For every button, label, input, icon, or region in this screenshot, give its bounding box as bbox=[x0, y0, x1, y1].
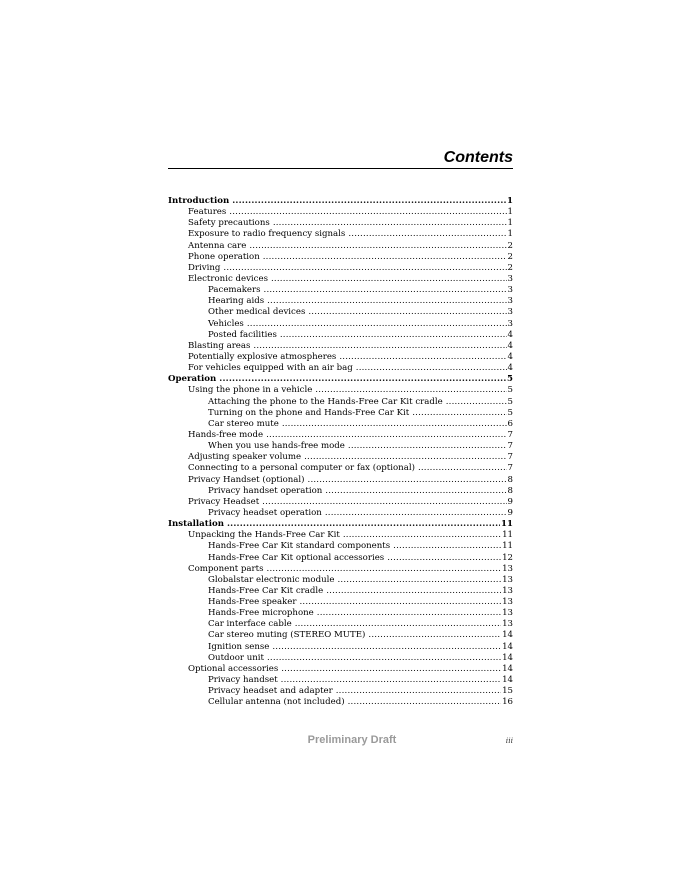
toc-entry-title: Hands-Free Car Kit cradle bbox=[208, 585, 324, 596]
toc-leader-dots bbox=[368, 630, 501, 641]
toc-entry-title: Optional accessories bbox=[188, 663, 279, 674]
toc-entry-page: 14 bbox=[502, 663, 513, 674]
toc-leader-dots bbox=[281, 675, 501, 686]
toc-leader-dots bbox=[249, 241, 506, 252]
toc-leader-dots bbox=[280, 330, 507, 341]
toc-leader-dots bbox=[308, 307, 506, 318]
toc-entry-title: Privacy headset operation bbox=[208, 507, 322, 518]
toc-entry-page: 4 bbox=[507, 363, 513, 374]
toc-leader-dots bbox=[262, 497, 506, 508]
toc-entry-title: Turning on the phone and Hands-Free Car Kit bbox=[208, 407, 410, 418]
toc-entry[interactable] bbox=[168, 686, 513, 697]
toc-entry-page: 7 bbox=[507, 452, 513, 463]
toc-leader-dots bbox=[326, 586, 501, 597]
toc-leader-dots bbox=[266, 430, 506, 441]
toc-entry-page: 14 bbox=[502, 641, 513, 652]
toc-entry-title: Privacy handset operation bbox=[208, 485, 323, 496]
toc-entry[interactable] bbox=[168, 419, 513, 430]
toc-entry-page: 8 bbox=[507, 474, 513, 485]
toc-entry-title: Potentially explosive atmospheres bbox=[188, 351, 337, 362]
toc-entry-title: Adjusting speaker volume bbox=[188, 452, 302, 463]
toc-leader-dots bbox=[387, 553, 501, 564]
toc-entry[interactable] bbox=[168, 530, 513, 541]
toc-entry-title: Outdoor unit bbox=[208, 652, 264, 663]
toc-entry[interactable] bbox=[168, 285, 513, 296]
toc-entry[interactable] bbox=[168, 497, 513, 508]
toc-entry[interactable] bbox=[168, 397, 513, 408]
toc-entry-title: Cellular antenna (not included) bbox=[208, 697, 345, 708]
toc-entry-title: Hands-Free Car Kit standard components bbox=[208, 541, 391, 552]
toc-entry-title: Other medical devices bbox=[208, 307, 306, 318]
toc-leader-dots bbox=[339, 352, 506, 363]
toc-entry-page: 3 bbox=[507, 318, 513, 329]
toc-entry-title: Car stereo muting (STEREO MUTE) bbox=[208, 630, 366, 641]
toc-leader-dots bbox=[267, 653, 501, 664]
toc-entry-title: When you use hands-free mode bbox=[208, 441, 345, 452]
toc-leader-dots bbox=[412, 408, 506, 419]
toc-entry-page: 12 bbox=[502, 552, 513, 563]
toc-leader-dots bbox=[267, 564, 502, 575]
toc-leader-dots bbox=[308, 475, 507, 486]
toc-entry-title: Hands-Free Car Kit optional accessories bbox=[208, 552, 385, 563]
page-title: Contents bbox=[443, 149, 513, 166]
toc-entry-title: Installation bbox=[168, 519, 224, 530]
toc-leader-dots bbox=[223, 263, 506, 274]
toc-leader-dots bbox=[317, 608, 501, 619]
toc-entry-page: 9 bbox=[507, 496, 513, 507]
toc-leader-dots bbox=[418, 463, 507, 474]
toc-entry[interactable] bbox=[168, 564, 513, 575]
toc-entry-page: 9 bbox=[507, 507, 513, 518]
toc-leader-dots bbox=[281, 664, 501, 675]
toc-entry[interactable] bbox=[168, 196, 513, 207]
toc-entry-title: Component parts bbox=[188, 563, 264, 574]
toc-entry[interactable] bbox=[168, 630, 513, 641]
toc-entry-page: 3 bbox=[507, 285, 513, 296]
toc-leader-dots bbox=[227, 519, 500, 530]
toc-entry-title: Electronic devices bbox=[188, 273, 268, 284]
toc-entry[interactable] bbox=[168, 608, 513, 619]
toc-entry-page: 14 bbox=[502, 652, 513, 663]
toc-leader-dots bbox=[325, 508, 507, 519]
toc-leader-dots bbox=[219, 374, 506, 385]
toc-entry-page: 13 bbox=[502, 597, 513, 608]
toc-leader-dots bbox=[272, 642, 501, 653]
toc-entry-title: Exposure to radio frequency signals bbox=[188, 229, 346, 240]
toc-entry-page: 13 bbox=[502, 619, 513, 630]
toc-entry-page: 13 bbox=[502, 563, 513, 574]
toc-leader-dots bbox=[348, 697, 501, 708]
toc-entry-title: Blasting areas bbox=[188, 340, 251, 351]
toc-entry[interactable] bbox=[168, 441, 513, 452]
toc-entry-title: Attaching the phone to the Hands-Free Car Kit cradle bbox=[208, 396, 443, 407]
toc-entry[interactable] bbox=[168, 374, 513, 385]
footer-draft-label: Preliminary Draft bbox=[307, 734, 397, 746]
toc-entry-title: Car stereo mute bbox=[208, 418, 279, 429]
toc-entry[interactable] bbox=[168, 675, 513, 686]
toc-entry[interactable] bbox=[168, 664, 513, 675]
toc-entry[interactable] bbox=[168, 508, 513, 519]
toc-entry-title: Vehicles bbox=[208, 318, 244, 329]
toc-entry[interactable] bbox=[168, 352, 513, 363]
toc-entry-title: Privacy headset and adapter bbox=[208, 686, 333, 697]
toc-leader-dots bbox=[229, 207, 506, 218]
toc-entry-page: 5 bbox=[507, 374, 513, 385]
toc-entry-page: 14 bbox=[502, 630, 513, 641]
toc-entry-page: 11 bbox=[502, 541, 513, 552]
toc-entry[interactable] bbox=[168, 207, 513, 218]
toc-leader-dots bbox=[232, 196, 506, 207]
toc-leader-dots bbox=[356, 363, 507, 374]
footer-page-number: iii bbox=[505, 736, 513, 745]
toc-entry-page: 11 bbox=[501, 519, 513, 530]
toc-entry-page: 5 bbox=[507, 407, 513, 418]
toc-entry[interactable] bbox=[168, 619, 513, 630]
toc-entry[interactable] bbox=[168, 486, 513, 497]
toc-entry-page: 4 bbox=[507, 340, 513, 351]
toc-entry-page: 13 bbox=[502, 574, 513, 585]
toc-entry-page: 14 bbox=[502, 675, 513, 686]
toc-entry[interactable] bbox=[168, 697, 513, 708]
toc-entry[interactable] bbox=[168, 430, 513, 441]
toc-entry-title: Connecting to a personal computer or fax (optional) bbox=[188, 463, 415, 474]
toc-leader-dots bbox=[348, 229, 506, 240]
toc-entry[interactable] bbox=[168, 452, 513, 463]
toc-entry-title: Phone operation bbox=[188, 251, 260, 262]
toc-entry-title: Operation bbox=[168, 374, 217, 385]
toc-entry[interactable] bbox=[168, 218, 513, 229]
toc-entry-page: 15 bbox=[502, 686, 513, 697]
toc-leader-dots bbox=[282, 419, 507, 430]
toc-entry-title: Car interface cable bbox=[208, 619, 292, 630]
toc-entry-title: Posted facilities bbox=[208, 329, 277, 340]
toc-entry-title: Hearing aids bbox=[208, 296, 265, 307]
toc-entry-page: 1 bbox=[507, 229, 513, 240]
toc-entry[interactable] bbox=[168, 341, 513, 352]
toc-entry-page: 4 bbox=[507, 329, 513, 340]
toc-leader-dots bbox=[247, 319, 507, 330]
toc-entry[interactable] bbox=[168, 642, 513, 653]
toc-entry-page: 3 bbox=[507, 296, 513, 307]
toc-leader-dots bbox=[337, 575, 501, 586]
toc-leader-dots bbox=[271, 274, 507, 285]
toc-entry-page: 1 bbox=[507, 196, 513, 206]
toc-entry-title: Safety precautions bbox=[188, 218, 270, 229]
toc-leader-dots bbox=[263, 252, 507, 263]
toc-entry-page: 2 bbox=[507, 262, 513, 273]
toc-entry[interactable] bbox=[168, 263, 513, 274]
toc-entry-page: 4 bbox=[507, 351, 513, 362]
toc-entry[interactable] bbox=[168, 575, 513, 586]
toc-entry-title: Features bbox=[188, 207, 227, 218]
toc-entry-title: Hands-Free speaker bbox=[208, 597, 297, 608]
toc-entry[interactable] bbox=[168, 363, 513, 374]
title-divider bbox=[168, 168, 513, 169]
toc-entry-page: 7 bbox=[507, 429, 513, 440]
toc-entry-title: Hands-free mode bbox=[188, 429, 264, 440]
toc-entry[interactable] bbox=[168, 553, 513, 564]
toc-entry-page: 6 bbox=[507, 418, 513, 429]
toc-entry-title: Hands-Free microphone bbox=[208, 608, 314, 619]
toc-entry-page: 3 bbox=[507, 273, 513, 284]
toc-entry-title: Ignition sense bbox=[208, 641, 270, 652]
toc-entry-page: 13 bbox=[502, 585, 513, 596]
toc-entry-page: 5 bbox=[507, 385, 513, 396]
toc-leader-dots bbox=[267, 296, 506, 307]
toc-leader-dots bbox=[446, 397, 507, 408]
toc-entry[interactable] bbox=[168, 408, 513, 419]
table-of-contents bbox=[168, 196, 513, 708]
toc-entry-page: 7 bbox=[507, 463, 513, 474]
toc-entry-title: Driving bbox=[188, 262, 221, 273]
toc-entry[interactable] bbox=[168, 252, 513, 263]
toc-entry-page: 11 bbox=[502, 530, 513, 541]
toc-entry-page: 5 bbox=[507, 396, 513, 407]
toc-entry[interactable] bbox=[168, 475, 513, 486]
toc-leader-dots bbox=[336, 686, 501, 697]
toc-entry[interactable] bbox=[168, 330, 513, 341]
toc-entry[interactable] bbox=[168, 653, 513, 664]
toc-entry[interactable] bbox=[168, 597, 513, 608]
toc-entry-title: Antenna care bbox=[188, 240, 247, 251]
toc-entry-title: Privacy handset bbox=[208, 675, 278, 686]
toc-entry-title: Privacy Headset bbox=[188, 496, 260, 507]
toc-entry-page: 1 bbox=[507, 218, 513, 229]
toc-entry-page: 1 bbox=[507, 207, 513, 218]
toc-entry-page: 2 bbox=[507, 251, 513, 262]
toc-leader-dots bbox=[304, 452, 506, 463]
toc-entry-page: 7 bbox=[507, 441, 513, 452]
toc-entry-title: Using the phone in a vehicle bbox=[188, 385, 313, 396]
toc-entry[interactable] bbox=[168, 385, 513, 396]
toc-entry[interactable] bbox=[168, 319, 513, 330]
toc-leader-dots bbox=[348, 441, 507, 452]
toc-leader-dots bbox=[393, 541, 501, 552]
toc-leader-dots bbox=[264, 285, 507, 296]
toc-entry-title: Privacy Handset (optional) bbox=[188, 474, 305, 485]
toc-entry-title: Unpacking the Hands-Free Car Kit bbox=[188, 530, 340, 541]
toc-entry[interactable] bbox=[168, 586, 513, 597]
toc-entry[interactable] bbox=[168, 519, 513, 530]
toc-entry[interactable] bbox=[168, 307, 513, 318]
toc-leader-dots bbox=[295, 619, 501, 630]
toc-entry[interactable] bbox=[168, 229, 513, 240]
toc-leader-dots bbox=[253, 341, 506, 352]
toc-entry-page: 13 bbox=[502, 608, 513, 619]
toc-entry-page: 2 bbox=[507, 240, 513, 251]
toc-entry-page: 3 bbox=[507, 307, 513, 318]
toc-entry-title: Pacemakers bbox=[208, 285, 261, 296]
toc-entry-page: 16 bbox=[502, 697, 513, 708]
toc-entry[interactable] bbox=[168, 274, 513, 285]
toc-leader-dots bbox=[273, 218, 507, 229]
toc-leader-dots bbox=[343, 530, 501, 541]
toc-entry-title: Globalstar electronic module bbox=[208, 574, 335, 585]
toc-entry-page: 8 bbox=[507, 485, 513, 496]
toc-entry[interactable] bbox=[168, 463, 513, 474]
toc-entry[interactable] bbox=[168, 241, 513, 252]
toc-leader-dots bbox=[299, 597, 501, 608]
toc-entry[interactable] bbox=[168, 296, 513, 307]
toc-leader-dots bbox=[325, 486, 506, 497]
toc-entry-title: For vehicles equipped with an air bag bbox=[188, 363, 353, 374]
toc-entry-title: Introduction bbox=[168, 196, 230, 206]
toc-leader-dots bbox=[315, 385, 506, 396]
toc-entry[interactable] bbox=[168, 541, 513, 552]
